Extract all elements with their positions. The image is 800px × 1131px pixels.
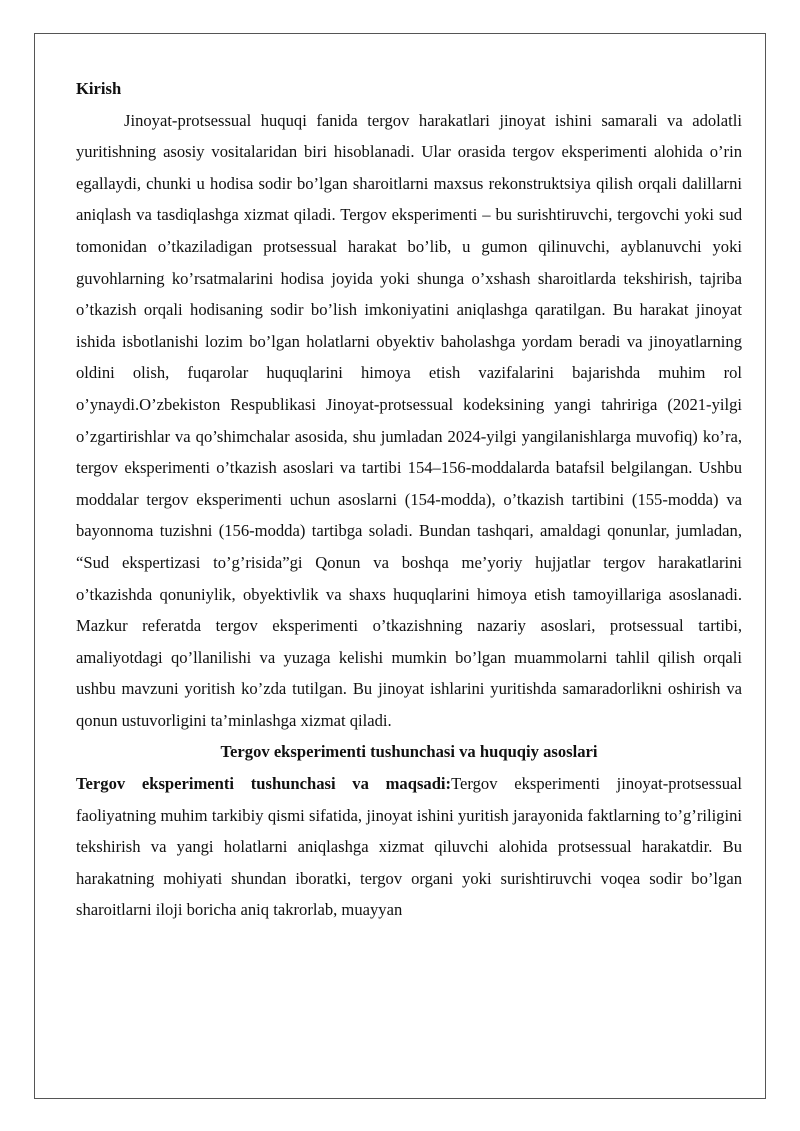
document-body (76, 73, 742, 926)
subsection-lead: Tergov eksperimenti tushunchasi va maqsadi: (76, 774, 452, 794)
subsection-text: Tergov eksperimenti jinoyat-protsessual faoliyatning muhim tarkibiy qismi sifatida, jinoyat ishini yuritish jarayonida faktlarning to’g’riligini tekshirish va yangi holatlarni aniqlashga xizmat qiluvchi alohida protsessual harakatdir. Bu harakatning mohiyati shundan iboratki, tergov organi yoki surishtiruvchi voqea sodir bo’lgan sharoitlarni iloji boricha aniq takrorlab, muayyan (76, 774, 742, 920)
subsection-paragraph (76, 768, 742, 926)
section-title: Tergov eksperimenti tushunchasi va huquqiy asoslari (220, 742, 598, 762)
intro-paragraph: Jinoyat-protsessual huquqi fanida tergov harakatlari jinoyat ishini samarali va adolatli yuritishning asosiy vositalaridan biri hisoblanadi. Ular orasida tergov eksperimenti alohida o’rin egallaydi, chunki u hodisa sodir bo’lgan sharoitlarni maxsus rekonstruktsiya qilish orqali dalillarni aniqlash va tasdiqlashga xizmat qiladi. Tergov eksperimenti – bu surishtiruvchi, tergovchi yoki sud tomonidan o’tkaziladigan protsessual harakat bo’lib, u gumon qilinuvchi, ayblanuvchi yoki guvohlarning ko’rsatmalarini hodisa joyida yoki shunga o’xshash sharoitlarda tekshirish, tajriba o’tkazish orqali hodisaning sodir bo’lish imkoniyatini aniqlashga qaratilgan. Bu harakat jinoyat ishida isbotlanishi lozim bo’lgan holatlarni obyektiv baholashga yordam beradi va jinoyatlarning oldini olish, fuqarolar huquqlarini himoya etish vazifalarini bajarishda muhim rol o’ynaydi.O’zbekiston Respublikasi Jinoyat-protsessual kodeksining yangi tahririga (2021-yilgi o’zgartirishlar va qo’shimchalar asosida, shu jumladan 2024-yilgi yangilanishlarga muvofiq) ko’ra, tergov eksperimenti o’tkazish asoslari va tartibi 154–156-moddalarda batafsil belgilangan. Ushbu moddalar tergov eksperimenti uchun asoslarni (154-modda), o’tkazish tartibini (155-modda) va bayonnoma tuzishni (156-modda) tartibga soladi. Bundan tashqari, amaldagi qonunlar, jumladan, “Sud ekspertizasi to’g’risida”gi Qonun va boshqa me’yoriy hujjatlar tergov harakatlarini o’tkazishda qonuniylik, obyektivlik va shaxs huquqlarini himoya etish tamoyillariga asoslanadi. Mazkur referatda tergov eksperimenti o’tkazishning nazariy asoslari, protsessual tartibi, amaliyotdagi qo’llanilishi va yuzaga kelishi mumkin bo’lgan muammolarni tahlil qilish orqali ushbu mavzuni yoritish ko’zda tutilgan. Bu jinoyat ishlarini yuritishda samaradorlikni oshirish va qonun ustuvorligini ta’minlashga xizmat qiladi. (76, 110, 742, 730)
intro-heading: Kirish (76, 79, 122, 98)
